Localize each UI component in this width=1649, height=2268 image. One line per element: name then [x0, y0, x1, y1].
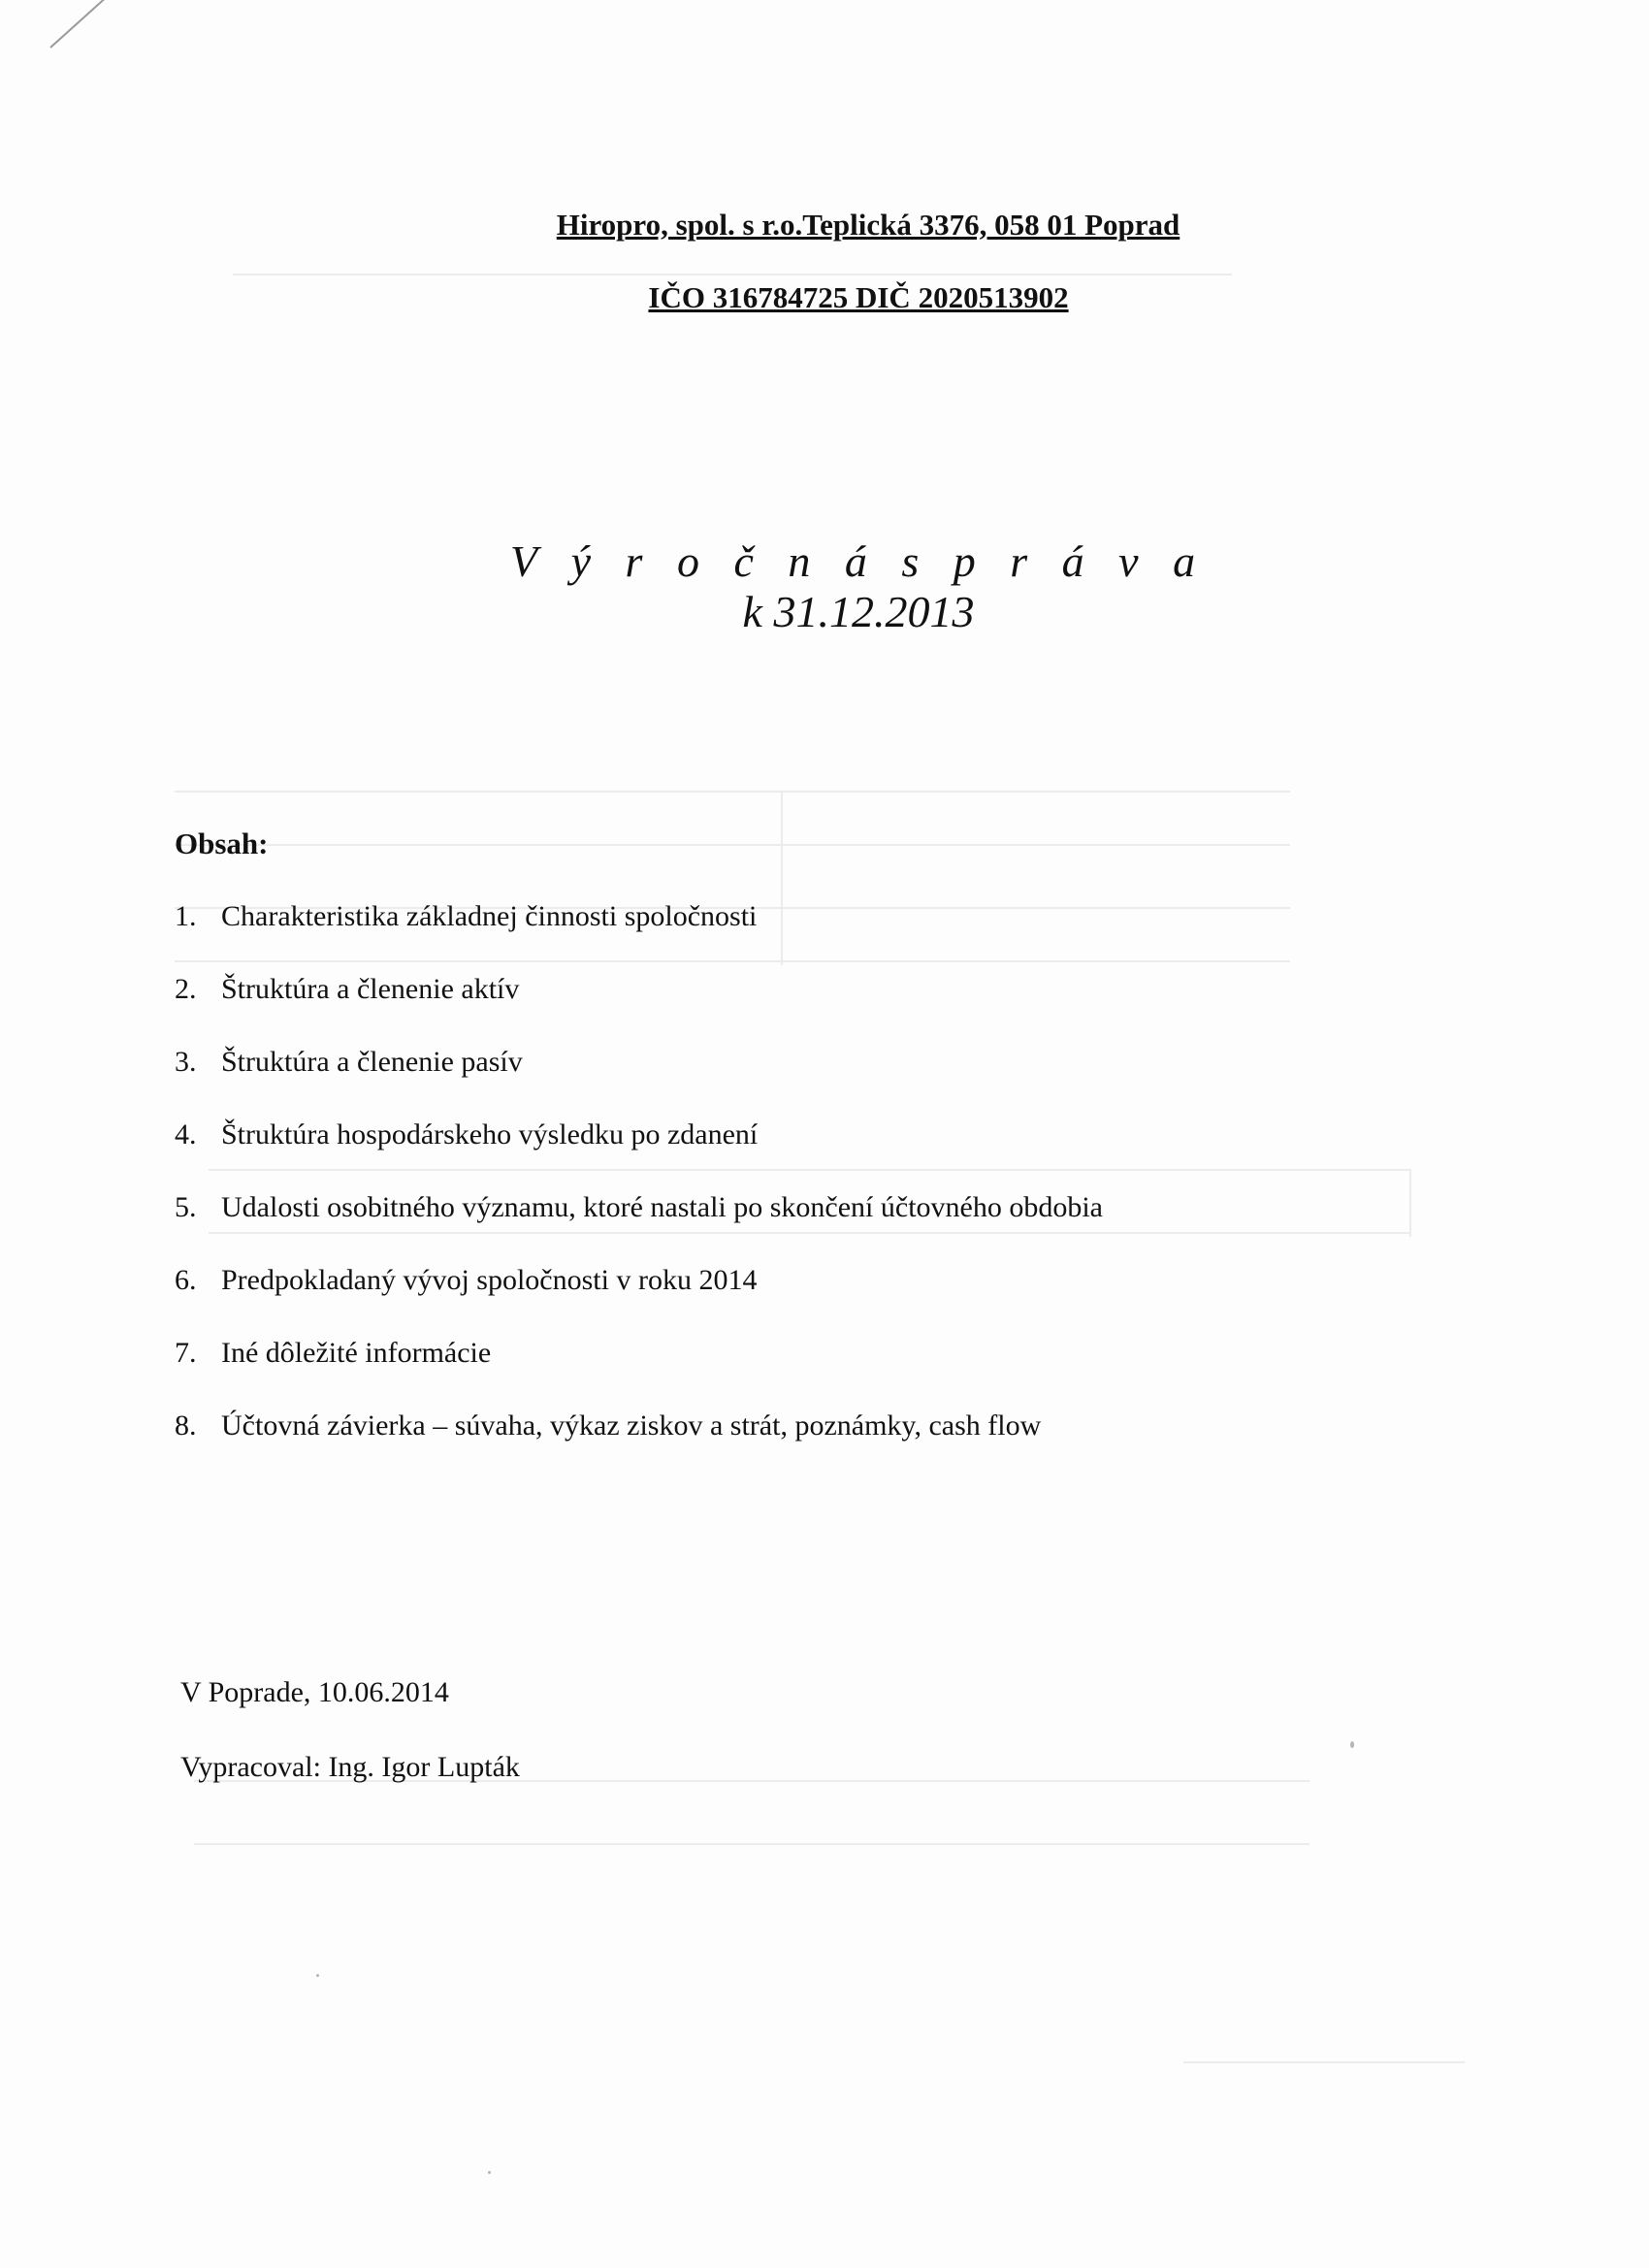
document-title: V ý r o č n á s p r á v a [509, 536, 1208, 586]
toc-item [175, 1261, 1103, 1334]
toc-item-number: 7. [175, 1337, 197, 1369]
company-address: Hiropro, spol. s r.o.Teplická 3376, 058 01 Poprad [556, 208, 1180, 242]
toc-item-label: Charakteristika základnej činnosti spoločnosti [221, 900, 758, 932]
toc-item-number: 1. [175, 900, 197, 932]
toc-item [175, 1334, 1103, 1407]
place-and-date: V Poprade, 10.06.2014 [180, 1676, 449, 1708]
toc-item-number: 2. [175, 973, 197, 1005]
toc-item [175, 1043, 1103, 1116]
toc-item-label: Štruktúra a členenie pasív [221, 1046, 523, 1078]
toc-item [175, 1188, 1103, 1261]
bleed-through-line [175, 844, 1290, 846]
toc-item-label: Udalosti osobitného významu, ktoré nastali po skončení účtovného obdobia [221, 1191, 1103, 1223]
table-of-contents [175, 897, 1103, 1479]
toc-item-number: 5. [175, 1191, 197, 1223]
scan-speck [1350, 1741, 1354, 1748]
bleed-through-line [233, 274, 1232, 275]
toc-item-label: Štruktúra a členenie aktív [221, 973, 520, 1005]
toc-item-number: 3. [175, 1046, 197, 1078]
bleed-through-line [1183, 2061, 1465, 2063]
pen-mark [49, 0, 106, 49]
prepared-by: Vypracoval: Ing. Igor Lupták [180, 1751, 520, 1783]
toc-item-number: 4. [175, 1118, 197, 1150]
toc-heading: Obsah: [175, 826, 269, 860]
bleed-through-line [1409, 1169, 1411, 1237]
scan-speck [316, 1974, 319, 1977]
toc-item-label: Štruktúra hospodárskeho výsledku po zdanení [221, 1118, 759, 1150]
toc-item-number: 6. [175, 1264, 197, 1296]
toc-item-label: Účtovná závierka – súvaha, výkaz ziskov a strát, poznámky, cash flow [221, 1409, 1042, 1442]
bleed-through-line [175, 791, 1290, 793]
toc-item-label: Predpokladaný vývoj spoločnosti v roku 2014 [221, 1264, 758, 1296]
toc-item [175, 897, 1103, 970]
scan-speck [488, 2171, 491, 2174]
toc-item [175, 970, 1103, 1043]
document-date: k 31.12.2013 [742, 587, 975, 636]
toc-item [175, 1116, 1103, 1188]
toc-item-label: Iné dôležité informácie [221, 1337, 492, 1369]
toc-item [175, 1407, 1103, 1479]
toc-item-number: 8. [175, 1409, 197, 1442]
bleed-through-line [194, 1843, 1310, 1845]
company-ids: IČO 316784725 DIČ 2020513902 [648, 280, 1069, 314]
